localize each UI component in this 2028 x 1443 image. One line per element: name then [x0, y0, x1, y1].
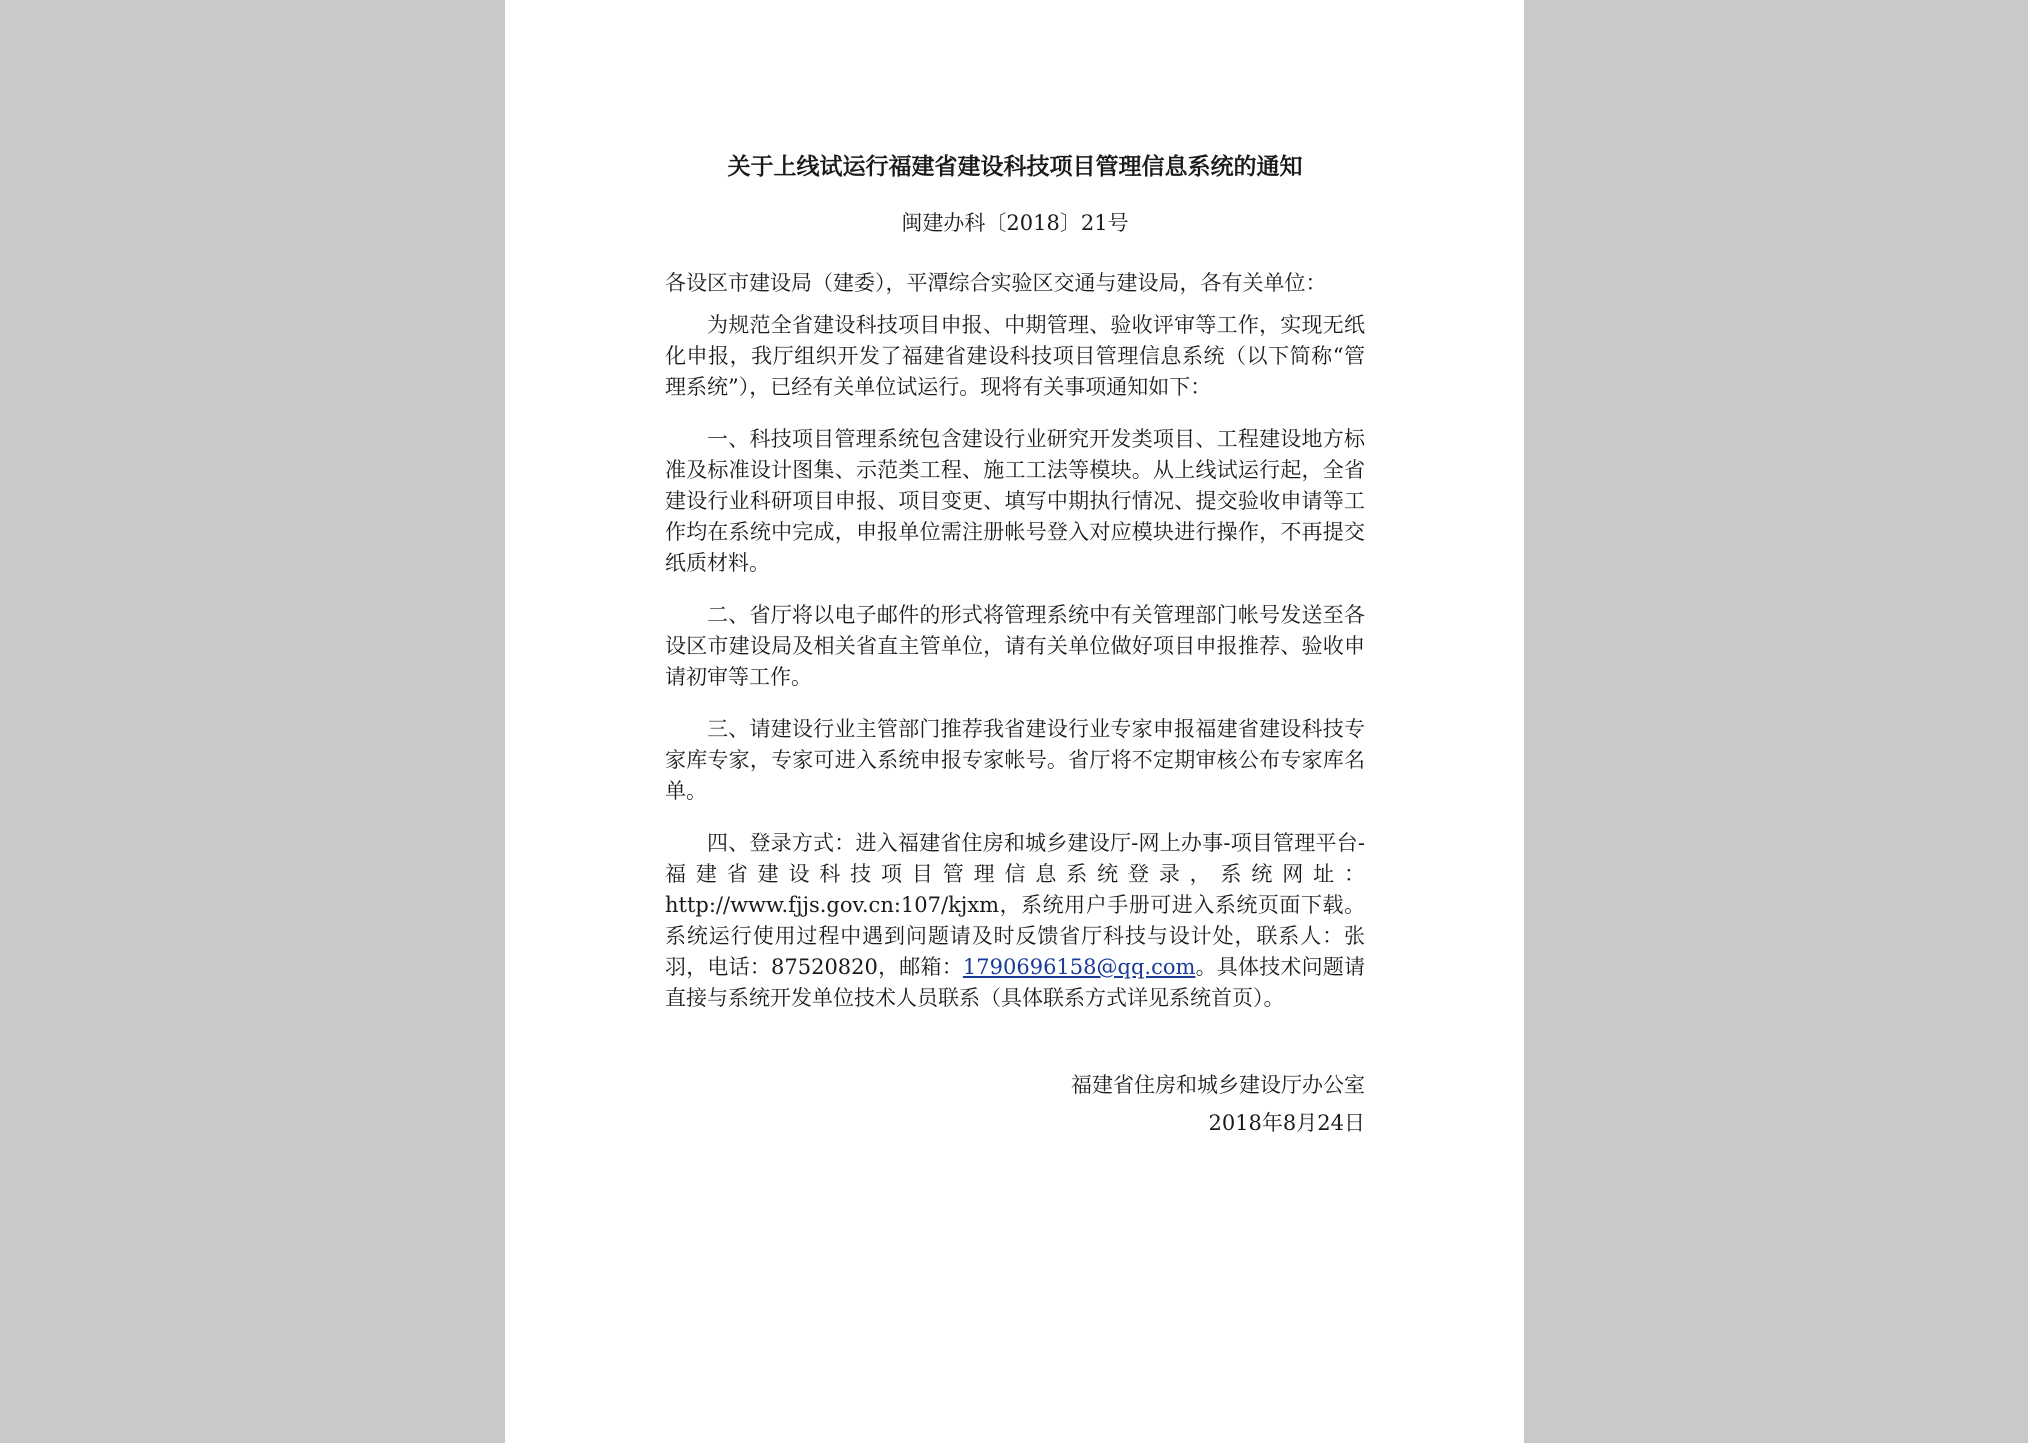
document-title: 关于上线试运行福建省建设科技项目管理信息系统的通知	[727, 154, 1303, 180]
item-1-paragraph: 一、科技项目管理系统包含建设行业研究开发类项目、工程建设地方标准及标准设计图集、示范类工程、施工工法等模块。从上线试运行起，全省建设行业科研项目申报、项目变更、填写中期执行情况、提交验收申请等工作均在系统中完成，申报单位需注册帐号登入对应模块进行操作，不再提交纸质材料。	[665, 427, 1365, 575]
document-number: 闽建办科〔2018〕21号	[901, 211, 1129, 235]
signer-name: 福建省住房和城乡建设厅办公室	[1071, 1073, 1365, 1097]
signature-date: 2018年8月24日	[1208, 1111, 1365, 1135]
addressee: 各设区市建设局（建委），平潭综合实验区交通与建设局，各有关单位：	[665, 271, 1327, 295]
intro-paragraph: 为规范全省建设科技项目申报、中期管理、验收评审等工作，实现无纸化申报，我厅组织开发了福建省建设科技项目管理信息系统（以下简称“管理系统”），已经有关单位试运行。现将有关事项通知如下：	[665, 313, 1365, 399]
item-2-paragraph: 二、省厅将以电子邮件的形式将管理系统中有关管理部门帐号发送至各设区市建设局及相关省直主管单位，请有关单位做好项目申报推荐、验收申请初审等工作。	[665, 603, 1365, 689]
contact-email-link[interactable]: 1790696158@qq.com	[962, 955, 1196, 979]
signature-block	[665, 1066, 1365, 1142]
document-page	[505, 0, 1524, 1443]
item-4-text-start: 四、登录方式：进入福建省住房和城乡建设厅-网上办事-项目管理平台-福建省建设科技项目管理信息系统登录，系统网址：http://www.fjjs.gov.cn:107/kjxm，系统用户手册可进入系统页面下载。系统运行使用过程中遇到问题请及时反馈省厅科技与设计处，联系人：张羽，电话：87520820，邮箱：	[665, 831, 1365, 979]
item-4-text-end: 。具体技术问题请直接与系统开发单位技术人员联系（具体联系方式详见系统首页）。	[665, 955, 1366, 1010]
item-3-paragraph: 三、请建设行业主管部门推荐我省建设行业专家申报福建省建设科技专家库专家，专家可进入系统申报专家帐号。省厅将不定期审核公布专家库名单。	[665, 717, 1365, 803]
document-content	[665, 150, 1365, 1142]
item-4-paragraph	[665, 828, 1365, 1014]
